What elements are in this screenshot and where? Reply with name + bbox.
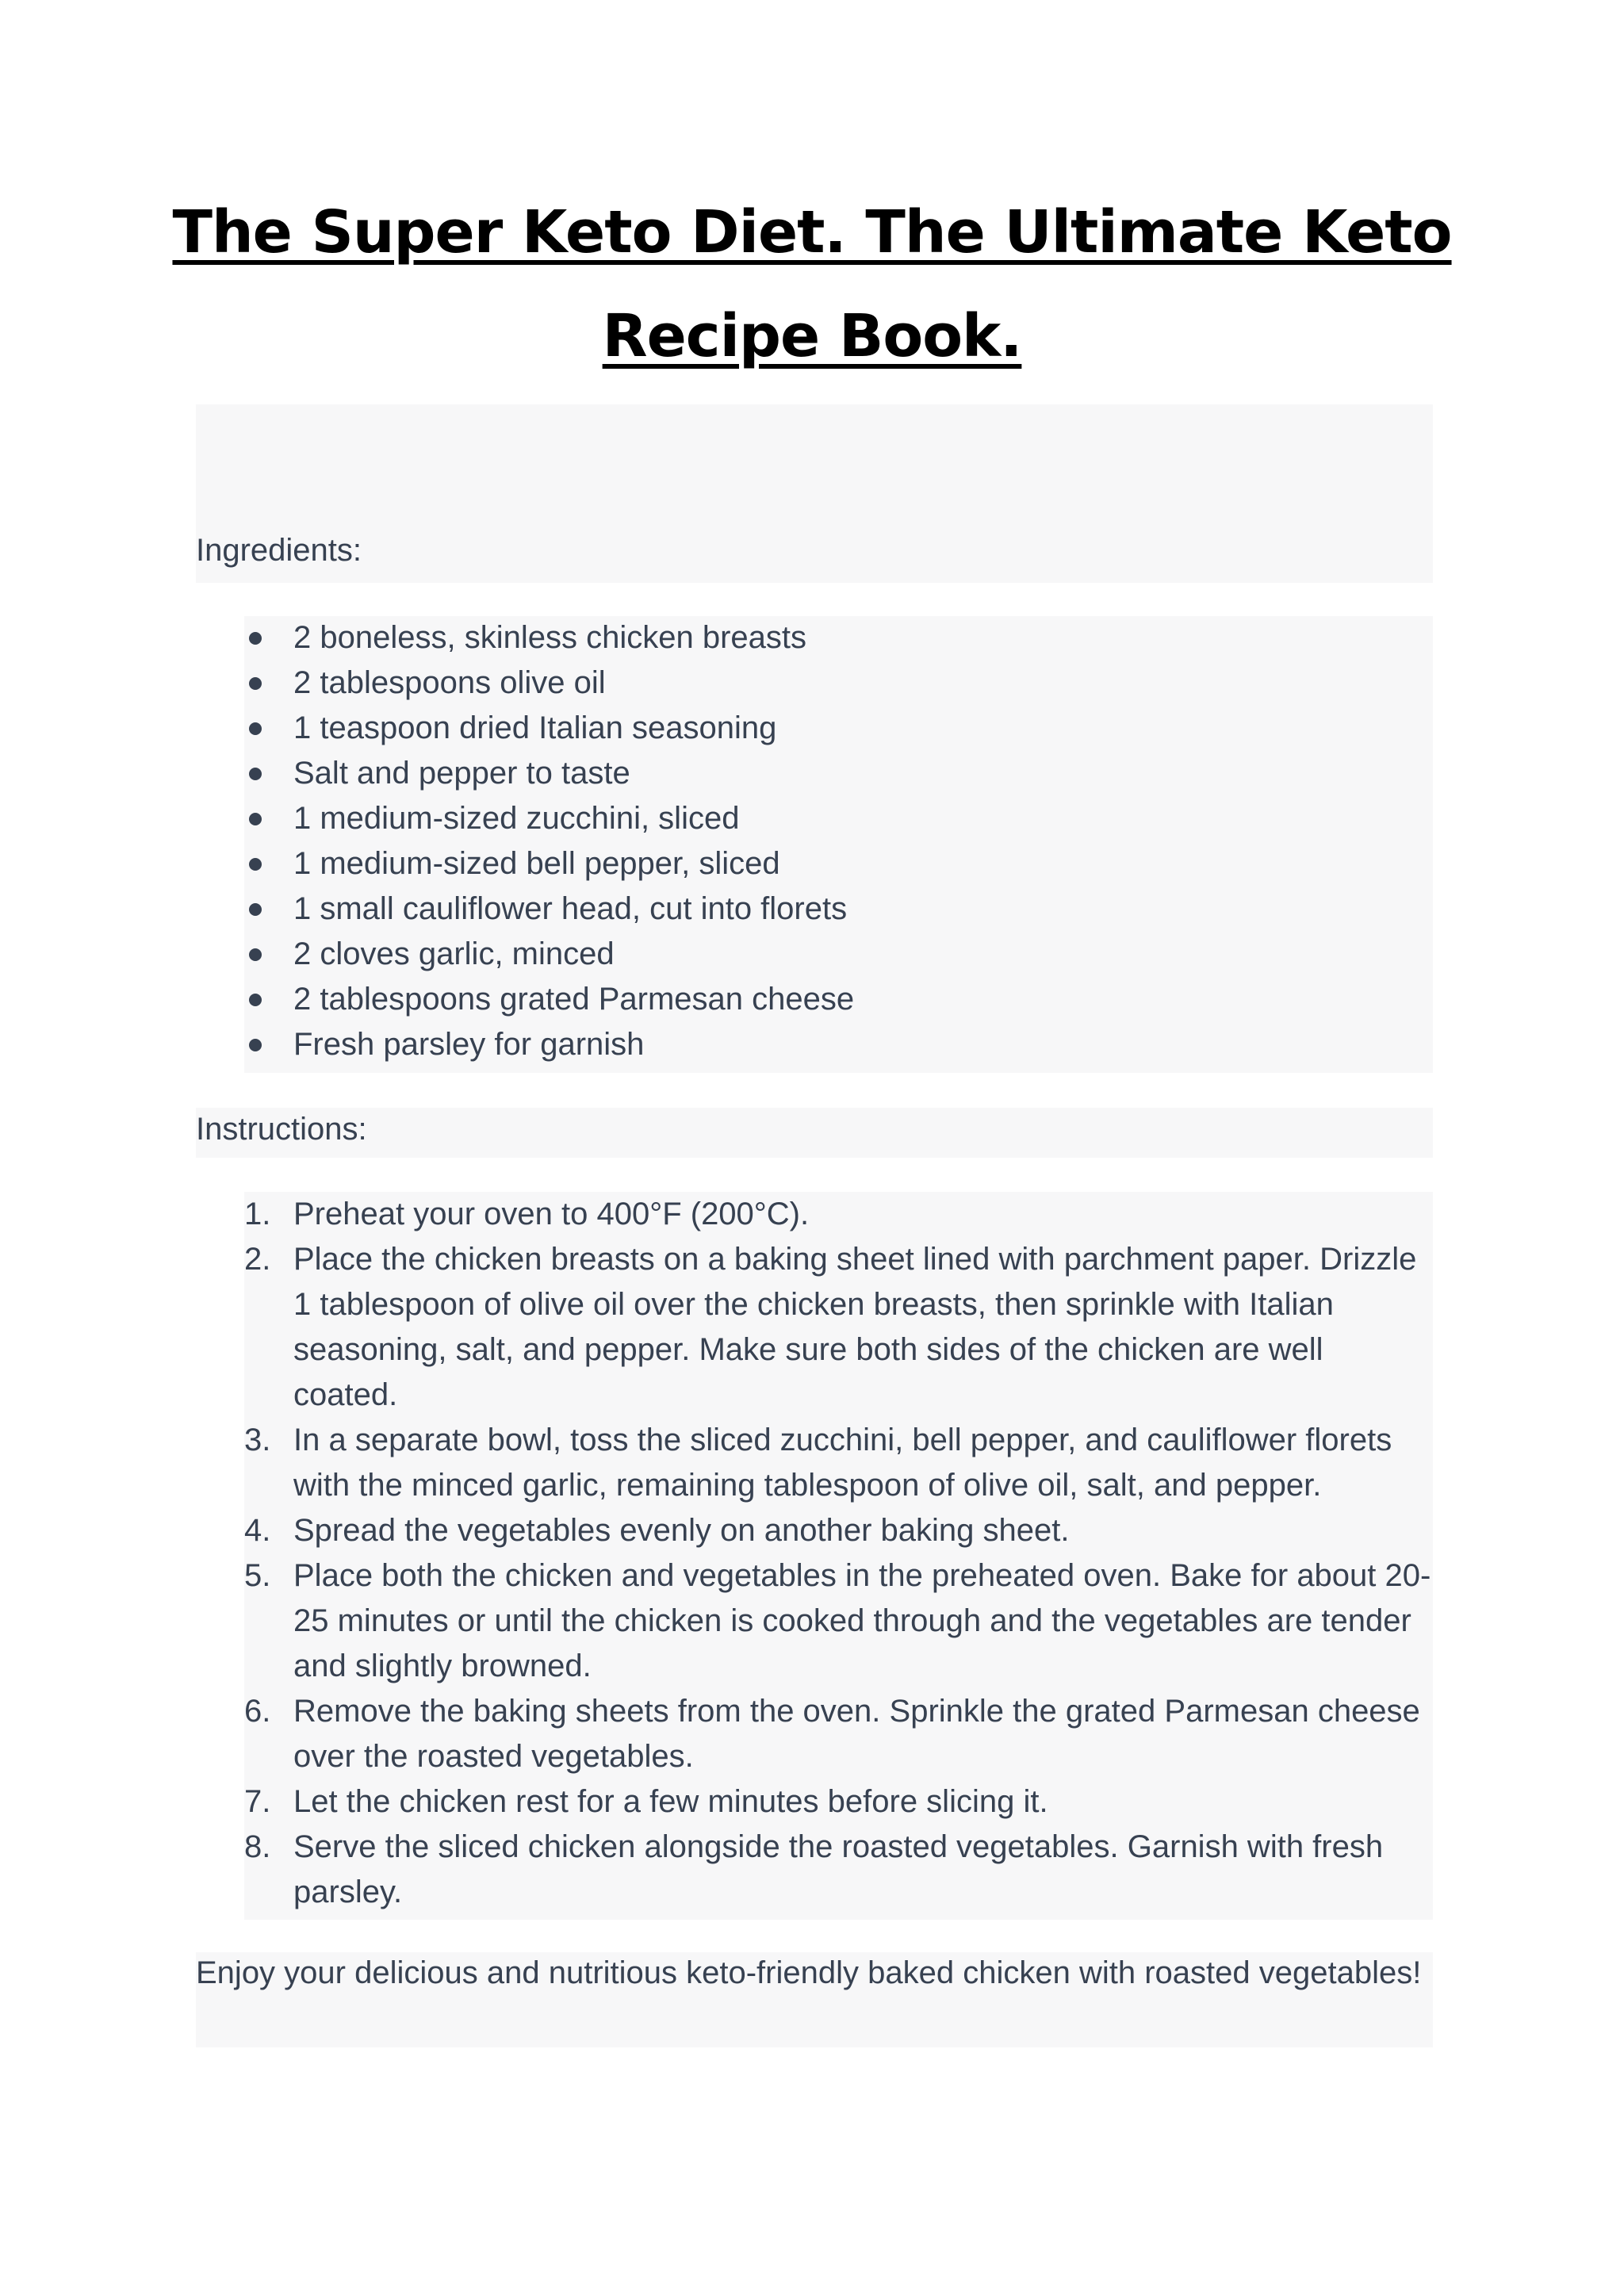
bullet-icon (249, 722, 262, 735)
bullet-icon (249, 632, 262, 645)
ingredient-text: 2 tablespoons olive oil (293, 665, 606, 700)
ingredient-item (244, 887, 1434, 932)
instructions-list (244, 1192, 1434, 1915)
ingredient-item (244, 661, 1434, 706)
instruction-step (244, 1825, 1434, 1915)
ingredient-item (244, 796, 1434, 841)
ingredient-item (244, 615, 1434, 661)
step-text: In a separate bowl, toss the sliced zucchini, bell pepper, and cauliflower florets with the minced garlic, remaining tablespoon of olive oil, salt, and pepper. (293, 1423, 1392, 1503)
step-text: Let the chicken rest for a few minutes before slicing it. (293, 1784, 1048, 1819)
instruction-step (244, 1553, 1434, 1689)
step-number: 4. (244, 1513, 271, 1548)
page-title-text: The Super Keto Diet. The Ultimate Keto Recipe Book. (172, 198, 1452, 370)
step-number: 1. (244, 1197, 271, 1231)
instruction-step (244, 1418, 1434, 1508)
step-text: Remove the baking sheets from the oven. Sprinkle the grated Parmesan cheese over the roasted vegetables. (293, 1694, 1420, 1774)
ingredient-text: 2 boneless, skinless chicken breasts (293, 620, 806, 655)
ingredient-text: 1 teaspoon dried Italian seasoning (293, 710, 777, 745)
step-text: Spread the vegetables evenly on another baking sheet. (293, 1513, 1070, 1548)
step-text: Place the chicken breasts on a baking sheet lined with parchment paper. Drizzle 1 tablespoon of olive oil over the chicken breasts, then sprinkle with Italian seasoning, salt, and pepper. Make sure both sides of the chicken are well coated. (293, 1242, 1417, 1412)
page-title (127, 181, 1497, 389)
ingredient-item (244, 977, 1434, 1022)
bullet-icon (249, 858, 262, 871)
ingredient-text: 1 medium-sized bell pepper, sliced (293, 846, 780, 881)
ingredient-text: 2 tablespoons grated Parmesan cheese (293, 982, 855, 1017)
ingredient-item (244, 751, 1434, 796)
ingredient-item (244, 932, 1434, 977)
ingredients-header-block (196, 404, 1433, 583)
ingredients-label: Ingredients: (196, 533, 362, 568)
step-text: Preheat your oven to 400°F (200°C). (293, 1197, 810, 1231)
instruction-step (244, 1779, 1434, 1825)
bullet-icon (249, 948, 262, 961)
step-number: 6. (244, 1694, 271, 1729)
step-number: 5. (244, 1558, 271, 1593)
ingredient-text: 1 medium-sized zucchini, sliced (293, 801, 740, 836)
ingredient-item (244, 706, 1434, 751)
step-text: Place both the chicken and vegetables in the preheated oven. Bake for about 20-25 minutes or until the chicken is cooked through and the vegetables are tender and slightly browned. (293, 1558, 1431, 1683)
bullet-icon (249, 813, 262, 825)
bullet-icon (249, 768, 262, 780)
instructions-header-block (196, 1108, 1433, 1158)
ingredients-list (244, 615, 1434, 1067)
ingredient-text: 2 cloves garlic, minced (293, 936, 615, 971)
step-number: 3. (244, 1423, 271, 1457)
ingredient-text: 1 small cauliflower head, cut into florets (293, 891, 848, 926)
instructions-label: Instructions: (196, 1112, 367, 1147)
step-number: 7. (244, 1784, 271, 1819)
bullet-icon (249, 1039, 262, 1051)
step-number: 8. (244, 1829, 271, 1864)
closing-paragraph: Enjoy your delicious and nutritious keto-friendly baked chicken with roasted vegetables! (196, 1955, 1422, 1990)
step-number: 2. (244, 1242, 271, 1277)
ingredient-item (244, 1022, 1434, 1067)
step-text: Serve the sliced chicken alongside the roasted vegetables. Garnish with fresh parsley. (293, 1829, 1384, 1909)
bullet-icon (249, 677, 262, 690)
bullet-icon (249, 903, 262, 916)
instruction-step (244, 1689, 1434, 1779)
instruction-step (244, 1237, 1434, 1418)
bullet-icon (249, 994, 262, 1006)
instruction-step (244, 1508, 1434, 1553)
ingredient-item (244, 841, 1434, 887)
ingredient-text: Fresh parsley for garnish (293, 1027, 645, 1062)
ingredient-text: Salt and pepper to taste (293, 756, 630, 791)
instruction-step (244, 1192, 1434, 1237)
